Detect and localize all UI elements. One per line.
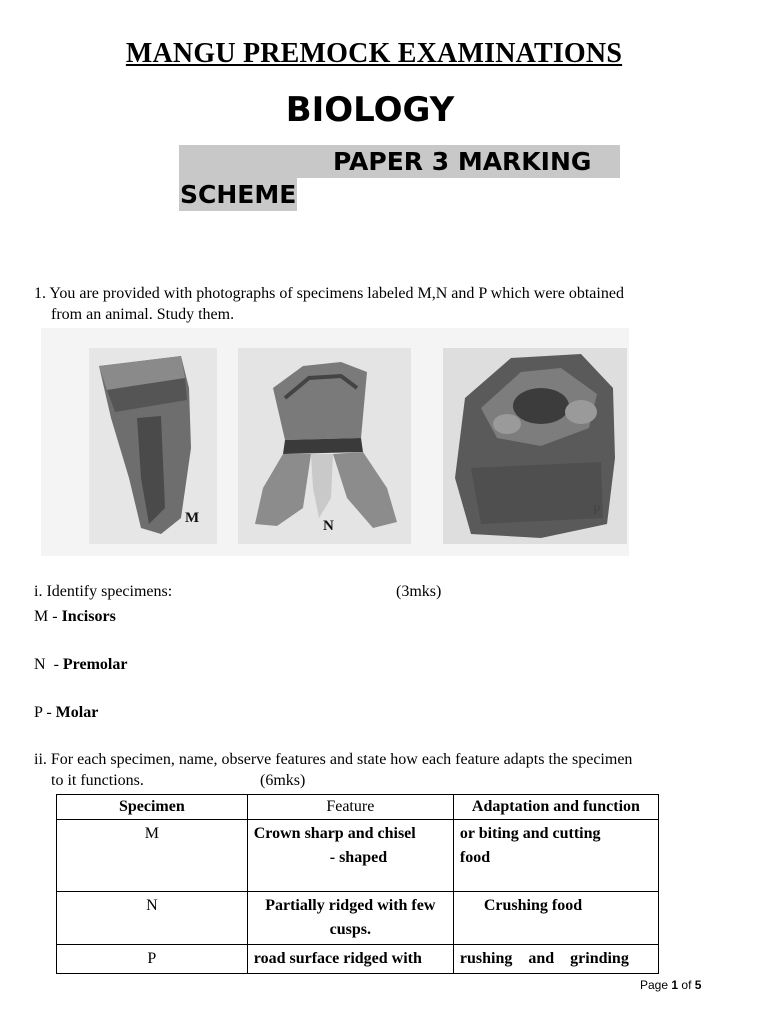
question-1 xyxy=(34,283,724,325)
specimen-m-image xyxy=(89,348,217,544)
answer-p-value: Molar xyxy=(55,704,99,721)
cell-function: rushing and grinding xyxy=(453,945,658,974)
cell-function-line1: or biting and cutting xyxy=(459,825,601,842)
cell-feature: road surface ridged with xyxy=(247,945,453,974)
cell-specimen: N xyxy=(57,892,248,945)
answer-n-letter: N xyxy=(34,656,46,673)
cell-function: Crushing food xyxy=(453,892,658,945)
paper-title-line1 xyxy=(179,145,620,178)
answer-p-letter: P xyxy=(34,704,43,721)
photo-label-m: M xyxy=(185,510,200,526)
cell-feature-line1: Crown sharp and chisel xyxy=(253,825,416,842)
cell-feature-line1: Partially ridged with few xyxy=(265,897,436,914)
cell-feature xyxy=(247,892,453,945)
answer-m-sep: - xyxy=(48,608,62,625)
specimen-photo-svg xyxy=(41,328,629,556)
answer-m xyxy=(34,606,116,627)
header-specimen: Specimen xyxy=(57,795,248,820)
header-adaptation: Adaptation and function xyxy=(453,795,658,820)
part-ii-line2: to it functions. xyxy=(51,772,144,789)
specimen-n-image xyxy=(238,348,411,544)
part-ii-line1: ii. For each specimen, name, observe features and state how each feature adapts the specimen xyxy=(34,751,633,768)
subject-title: BIOLOGY xyxy=(285,90,455,130)
answer-p-sep: - xyxy=(42,704,56,721)
answer-n xyxy=(34,654,127,675)
page-total: 5 xyxy=(694,978,702,992)
exam-title: MANGU PREMOCK EXAMINATIONS xyxy=(125,38,623,69)
paper-title-text-1: PAPER 3 MARKING xyxy=(333,147,592,176)
features-table xyxy=(56,794,659,974)
table-row xyxy=(57,820,659,892)
page-word: Page xyxy=(640,978,669,992)
cell-function-line2: food xyxy=(459,849,491,866)
specimen-p-image xyxy=(443,348,627,544)
question-1-line2: from an animal. Study them. xyxy=(51,306,235,323)
page-current: 1 xyxy=(671,978,679,992)
header-feature: Feature xyxy=(247,795,453,820)
part-ii-marks: (6mks) xyxy=(260,772,306,789)
cell-feature xyxy=(247,820,453,892)
cell-feature-line2: cusps. xyxy=(329,921,371,938)
answer-m-value: Incisors xyxy=(61,608,116,625)
cell-specimen: P xyxy=(57,945,248,974)
table-row xyxy=(57,945,659,974)
specimen-photographs xyxy=(41,328,629,556)
page-of: of xyxy=(681,978,692,992)
cell-specimen: M xyxy=(57,820,248,892)
photo-label-n: N xyxy=(323,518,334,534)
answer-n-sep: - xyxy=(45,656,63,673)
part-ii-prompt xyxy=(34,749,724,791)
cell-feature-line2: - shaped xyxy=(329,849,388,866)
answer-m-letter: M xyxy=(34,608,49,625)
paper-title-line2: SCHEME xyxy=(180,180,297,209)
table-header-row xyxy=(57,795,659,820)
photo-label-p: P xyxy=(593,502,601,517)
answer-p xyxy=(34,702,98,723)
part-i-prompt: i. Identify specimens: xyxy=(34,583,173,600)
page-number xyxy=(640,978,701,992)
table-row xyxy=(57,892,659,945)
question-1-line1: 1. You are provided with photographs of specimens labeled M,N and P which were obtained xyxy=(34,285,624,302)
part-i-marks: (3mks) xyxy=(396,583,442,600)
answer-n-value: Premolar xyxy=(62,656,128,673)
cell-function xyxy=(453,820,658,892)
